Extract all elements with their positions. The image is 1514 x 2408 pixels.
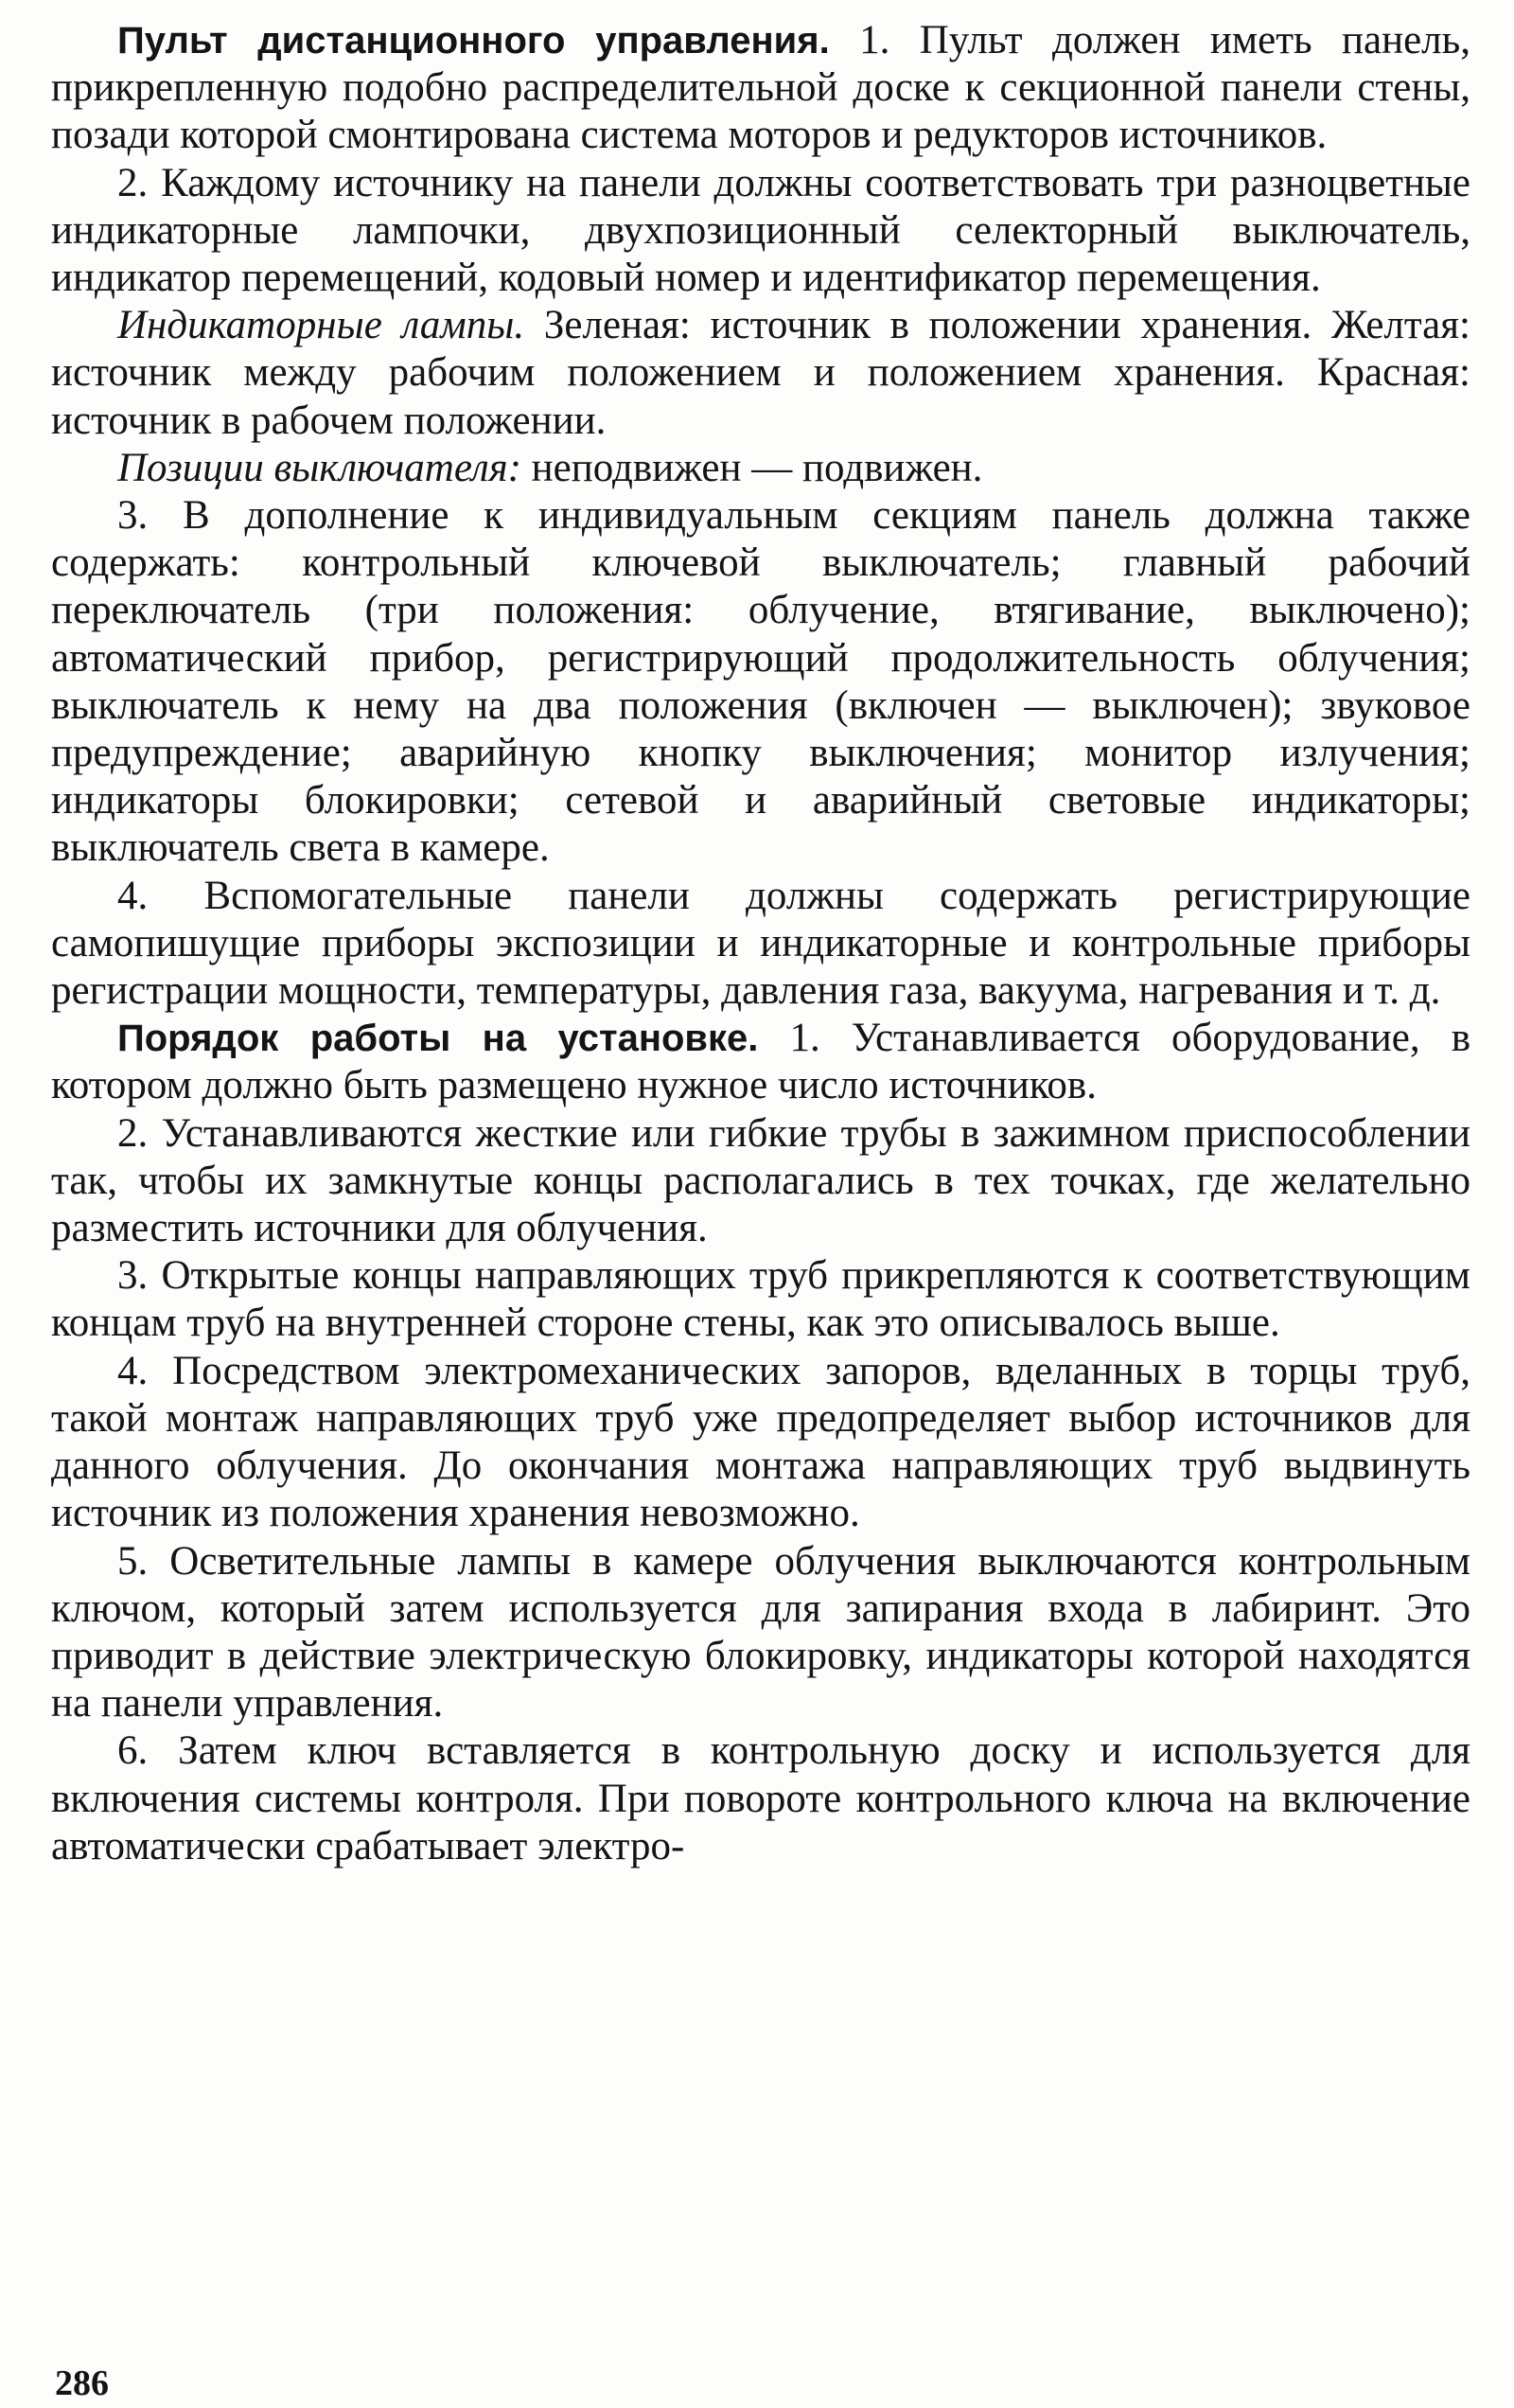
paragraph-item-4 — [51, 873, 1470, 1016]
paragraph-text: 2. Каждому источнику на панели должны соответствовать три разноцветные индикаторные лампочки, двухпозиционный селекторный выключатель, индикатор перемещений, кодовый номер и идентификатор перемещения. — [51, 160, 1470, 301]
paragraph-item-3 — [51, 492, 1470, 873]
paragraph-text: 3. В дополнение к индивидуальным секциям панель должна также содержать: контрольный ключевой выключатель; главный рабочий переключатель (три положения: облучение, втягивание, выключено); автоматический прибор, регистрирующий продолжительность облучения; выключатель к нему на два положения (включен — выключен); звуковое предупреждение; аварийную кнопку выключения; монитор излучения; индикаторы блокировки; сетевой и аварийный световые индикаторы; выключатель света в камере. — [51, 493, 1470, 871]
paragraph-indicator-lamps — [51, 302, 1470, 445]
page-number: 286 — [55, 2364, 109, 2403]
paragraph-remote-panel-intro — [51, 17, 1470, 160]
paragraph-operation-step-6 — [51, 1727, 1470, 1870]
paragraph-operation-step-2 — [51, 1110, 1470, 1253]
paragraph-text: 3. Открытые концы направляющих труб прикрепляются к соответствующим концам труб на внутренней стороне стены, как это описывалось выше. — [51, 1253, 1470, 1346]
italic-term-switch-positions: Позиции выключателя: — [117, 445, 521, 490]
section-heading-remote-control: Пульт дистанционного управления. — [117, 20, 830, 62]
paragraph-item-2 — [51, 160, 1470, 303]
paragraph-text: 1. Пульт должен иметь панель, прикрепленную подобно распределительной доске к секционной панели стены, позади которой смонтирована система моторов и редукторов источников. — [51, 18, 1470, 158]
paragraph-text: 6. Затем ключ вставляется в контрольную доску и используется для включения системы контроля. При повороте контрольного ключа на включение автоматически срабатывает электро- — [51, 1728, 1470, 1868]
italic-term-indicator-lamps: Индикаторные лампы. — [117, 303, 525, 348]
paragraph-text: неподвижен — подвижен. — [520, 445, 983, 490]
paragraph-operation-step-3 — [51, 1252, 1470, 1347]
section-heading-operation-order: Порядок работы на установке. — [117, 1018, 759, 1060]
paragraph-text: 4. Вспомогательные панели должны содержать регистрирующие самопишущие приборы экспозиции и индикаторные и контрольные приборы регистрации мощности, температуры, давления газа, вакуума, нагревания и т. д. — [51, 873, 1470, 1014]
paragraph-text: 5. Осветительные лампы в камере облучения выключаются контрольным ключом, который затем используется для запирания входа в лабиринт. Это приводит в действие электрическую блокировку, индикаторы которой находятся на панели управления. — [51, 1538, 1470, 1726]
paragraph-operation-intro — [51, 1015, 1470, 1109]
paragraph-operation-step-5 — [51, 1538, 1470, 1728]
paragraph-text: 2. Устанавливаются жесткие или гибкие трубы в зажимном приспособлении так, чтобы их замкнутые концы располагались в тех точках, где желательно разместить источники для облучения. — [51, 1110, 1470, 1251]
paragraph-text: 1. Устанавливается оборудование, в котором должно быть размещено нужное число источников. — [51, 1016, 1470, 1108]
paragraph-switch-positions — [51, 445, 1470, 492]
body-text — [51, 17, 1470, 1870]
paragraph-text: Зеленая: источник в положении хранения. Желтая: источник между рабочим положением и положением хранения. Красная: источник в рабочем положении. — [51, 303, 1470, 443]
paragraph-text: 4. Посредством электромеханических запоров, вделанных в торцы труб, такой монтаж направляющих труб уже предопределяет выбор источников для данного облучения. До окончания монтажа направляющих труб выдвинуть источник из положения хранения невозможно. — [51, 1348, 1470, 1536]
paragraph-operation-step-4 — [51, 1348, 1470, 1538]
